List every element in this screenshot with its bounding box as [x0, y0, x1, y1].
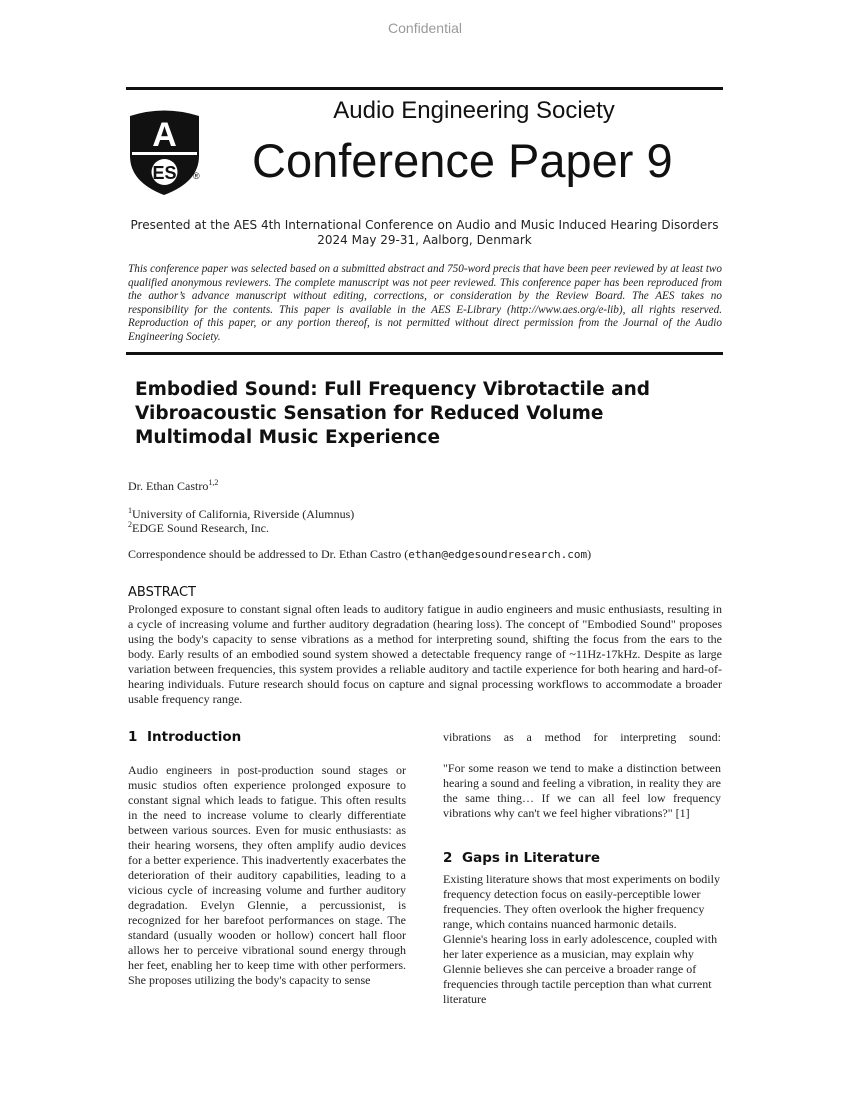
section-1-number: 1 [128, 729, 138, 745]
aes-logo [127, 108, 202, 196]
affiliation-1-number: 1 [128, 506, 132, 515]
confidential-watermark: Confidential [388, 20, 462, 36]
section-2-title: Gaps in Literature [462, 850, 601, 866]
presented-line-1: Presented at the AES 4th International Conference on Audio and Music Induced Hearing Disorders [130, 218, 719, 232]
introduction-body: Audio engineers in post-production sound stages or music studios often experience prolonged exposure to constant signal which leads to fatigue. This often results in the need to increase volume to clearly differentiate between various sources. Even for music enthusiasts: as their hearing worsens, they often amplify audio devices for a better experience. This inadvertently exacerbates the deterioration of their auditory capabilities, leading to a vicious cycle of increasing volume and further auditory degradation. Evelyn Glennie, a percussionist, is recognized for her barefoot performances on stage. The standard (usually wooden or hollow) concert hall floor allows her to perceive vibrational sound energy through her feet, enabling her to keep time with other performers. She proposes utilizing the body's capacity to sense [128, 763, 406, 987]
section-1-title: Introduction [147, 729, 242, 745]
presented-at [126, 218, 723, 248]
conference-paper-title: Conference Paper 9 [252, 134, 673, 187]
correspondence-suffix: ) [587, 547, 592, 561]
review-notice: This conference paper was selected based on a submitted abstract and 750-word precis that have been peer reviewed by at least two qualified anonymous reviewers. The complete manuscript was not peer reviewed. This conference paper has been reproduced from the author’s advance manuscript without editing, corrections, or consideration by the Review Board. The AES takes no responsibility for the contents. This paper is available in the AES E-Library (http://www.aes.org/e-lib), all rights reserved. Reproduction of this paper, or any portion thereof, is not permitted without direct permission from the Journal of the Audio Engineering Society. [128, 263, 722, 343]
introduction-continuation: vibrations as a method for interpreting sound: [443, 730, 721, 744]
logo-letter-a: A [152, 116, 177, 154]
correspondence-email[interactable]: ethan@edgesoundresearch.com [408, 548, 588, 561]
affiliation-2 [128, 521, 269, 536]
glennie-quote: "For some reason we tend to make a distinction between hearing a sound and feeling a vibration, in reality they are the same thing… If we can all feel low frequency vibrations why can't we feel higher vibrations?" [1] [443, 761, 721, 820]
author [128, 479, 218, 494]
abstract-heading: ABSTRACT [128, 585, 196, 600]
affiliation-1 [128, 507, 354, 522]
affiliation-1-text: University of California, Riverside (Alumnus) [132, 507, 355, 521]
section-2-number: 2 [443, 850, 453, 866]
affiliation-2-number: 2 [128, 520, 132, 529]
logo-letters-es: ES [152, 163, 177, 183]
presented-line-2: 2024 May 29-31, Aalborg, Denmark [317, 233, 532, 247]
society-name: Audio Engineering Society [333, 97, 615, 124]
affiliation-2-text: EDGE Sound Research, Inc. [132, 521, 269, 535]
section-1-heading [128, 729, 241, 745]
section-2-heading [443, 850, 600, 866]
correspondence [128, 547, 591, 562]
abstract-text: Prolonged exposure to constant signal often leads to auditory fatigue in audio engineers and music enthusiasts, resulting in a cycle of increasing volume and further auditory degradation (hearing loss). The concept of "Embodied Sound" proposes using the body's capacity to sense vibrations as a method for interpreting sound, shifting the focus from the ears to the body. Early results of an embodied sound system showed a detectable frequency range of ~11Hz-17kHz. Despite as large variation between frequencies, this system provides a reliable auditory and tactile experience for both hearing and hard-of-hearing individuals. Future research should focus on capture and signal processing workflows to accommodate a broader usable frequency range. [128, 602, 722, 706]
header-bottom-rule [126, 352, 723, 355]
header-top-rule [126, 87, 723, 90]
registered-mark: ® [193, 171, 200, 181]
gaps-body: Existing literature shows that most experiments on bodily frequency detection focus on easily-perceptible lower frequencies. They often overlook the higher frequency range, which contains nuanced harmonic details. Glennie's hearing loss in early adolescence, coupled with her later experience as a musician, may explain why Glennie believes she can perceive a broader range of frequencies through tactile perception than what current literature [443, 872, 720, 1006]
author-affiliation-marks: 1,2 [208, 478, 219, 487]
correspondence-prefix: Correspondence should be addressed to Dr. Ethan Castro ( [128, 547, 409, 561]
paper-title: Embodied Sound: Full Frequency Vibrotactile and Vibroacoustic Sensation for Reduced Volume Multimodal Music Experience [135, 379, 650, 448]
author-name: Dr. Ethan Castro [128, 479, 209, 493]
